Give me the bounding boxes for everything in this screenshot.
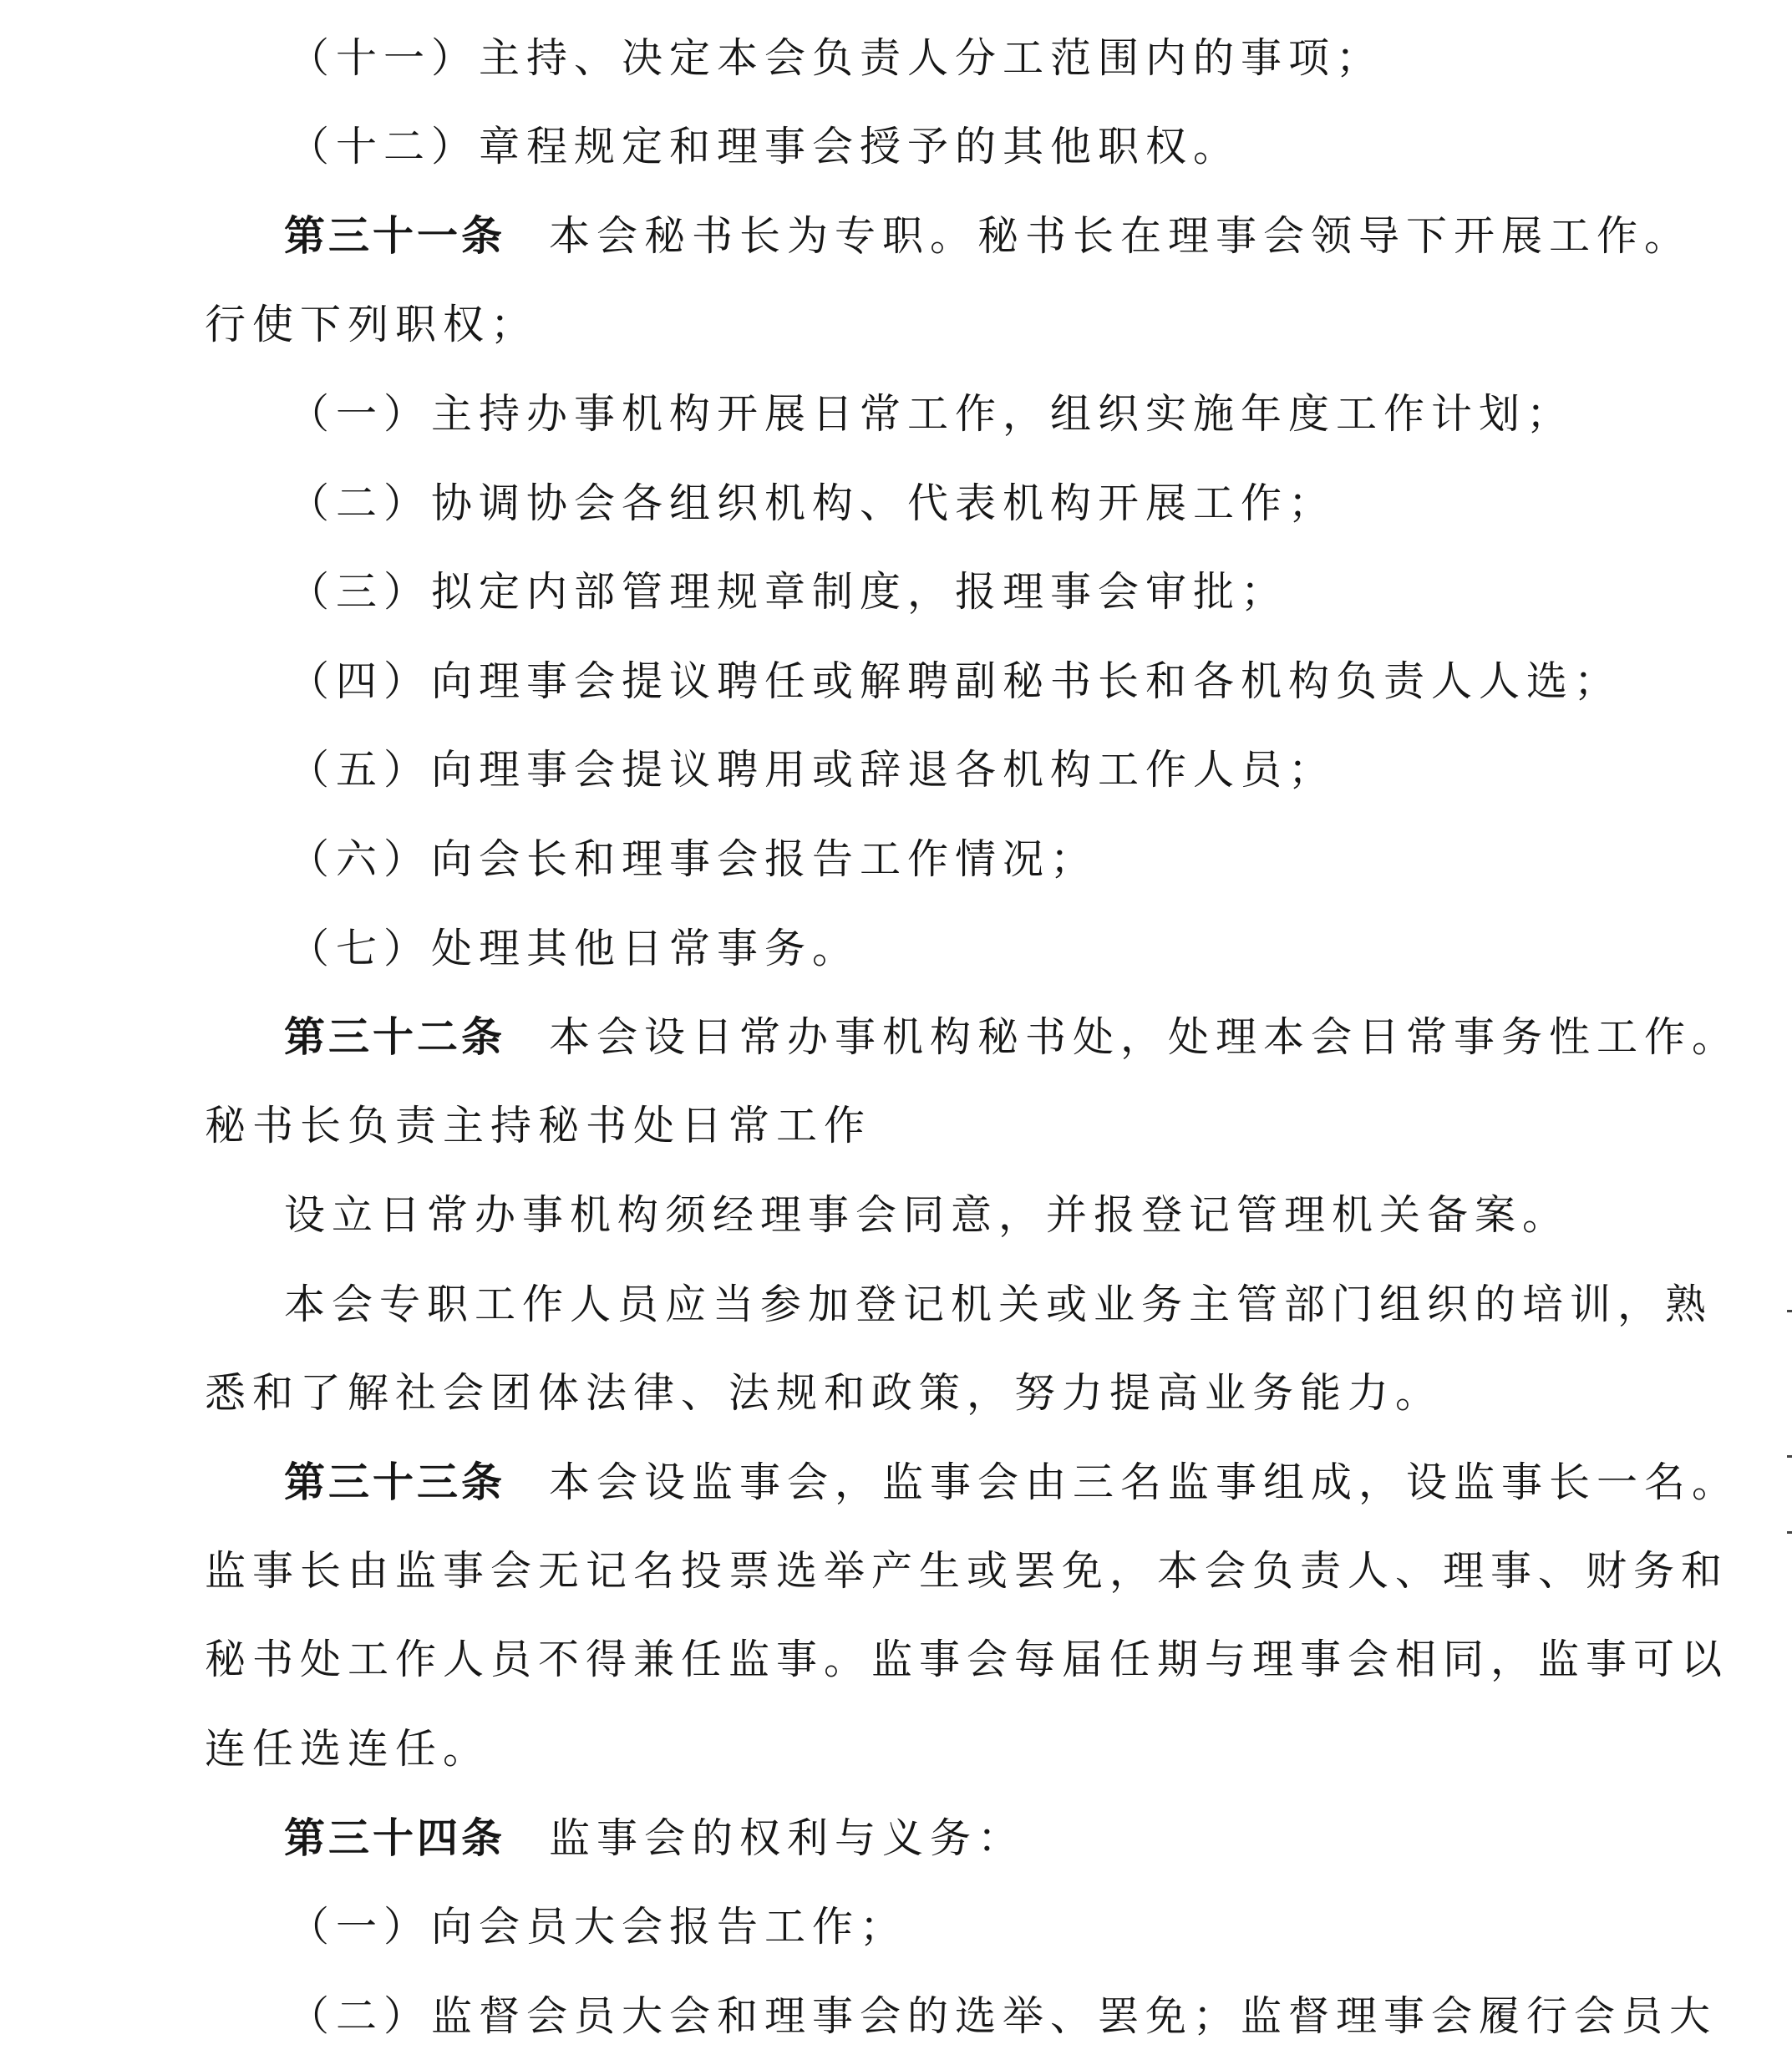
item-text: （二）协调协会各组织机构、代表机构开展工作； <box>288 479 1337 527</box>
item-2 <box>288 477 1336 530</box>
article-text: 本会设日常办事机构秘书处，处理本会日常事务性工作。 <box>549 1013 1740 1061</box>
paragraph-staff-training <box>284 1278 1713 1332</box>
article-text: 本会秘书长为专职。秘书长在理事会领导下开展工作。 <box>549 212 1693 260</box>
article-33-line-4 <box>205 1723 490 1776</box>
article-32-heading <box>284 1011 1739 1064</box>
paragraph-text: 本会专职工作人员应当参加登记机关或业务主管部门组织的培训，熟 <box>284 1281 1713 1328</box>
item-text: （一）主持办事机构开展日常工作，组织实施年度工作计划； <box>288 390 1575 438</box>
article-number: 第三十一条 <box>284 212 506 260</box>
item-5 <box>288 743 1336 797</box>
item-7 <box>288 922 860 976</box>
paragraph-establish-office <box>284 1189 1570 1242</box>
article-33-line-2 <box>205 1545 1729 1598</box>
paragraph-staff-training-cont <box>205 1367 1443 1420</box>
item-4 <box>288 655 1622 708</box>
article-number: 第三十四条 <box>284 1814 506 1862</box>
paragraph-text: 设立日常办事机构须经理事会同意，并报登记管理机关备案。 <box>284 1191 1571 1239</box>
item-text: （一）向会员大会报告工作； <box>288 1903 908 1951</box>
item-12 <box>288 120 1241 174</box>
article-32-continuation <box>205 1099 871 1153</box>
item-text: （二）监督会员大会和理事会的选举、罢免；监督理事会履行会员大 <box>288 1992 1718 2040</box>
article-34-heading <box>284 1812 1025 1865</box>
article-text: 监事会的权利与义务： <box>549 1814 1026 1862</box>
paragraph-text: 悉和了解社会团体法律、法规和政策，努力提高业务能力。 <box>205 1369 1444 1417</box>
paragraph-text: 秘书处工作人员不得兼任监事。监事会每届任期与理事会相同，监事可以 <box>205 1636 1729 1683</box>
paragraph-text: 秘书长负责主持秘书处日常工作 <box>205 1102 872 1149</box>
paragraph-text: 监事长由监事会无记名投票选举产生或罢免，本会负责人、理事、财务和 <box>205 1547 1729 1595</box>
article-number: 第三十二条 <box>284 1013 506 1061</box>
item-6 <box>288 833 1098 886</box>
article-number: 第三十三条 <box>284 1459 506 1506</box>
scan-edge-mark <box>1787 1455 1792 1458</box>
item-text: （十一）主持、决定本会负责人分工范围内的事项； <box>288 34 1384 82</box>
article-31-heading <box>284 210 1692 263</box>
paragraph-text: 行使下列职权； <box>205 301 539 348</box>
item-1 <box>288 388 1574 441</box>
item-3 <box>288 566 1288 619</box>
article-34-item-2 <box>288 1990 1717 2043</box>
article-34-item-1 <box>288 1900 907 1954</box>
article-text: 本会设监事会，监事会由三名监事组成，设监事长一名。 <box>549 1459 1740 1506</box>
scan-edge-mark <box>1787 1310 1792 1312</box>
item-text: （五）向理事会提议聘用或辞退各机构工作人员； <box>288 746 1337 794</box>
item-11 <box>288 32 1383 85</box>
article-31-continuation <box>205 298 538 352</box>
item-text: （七）处理其他日常事务。 <box>288 925 860 972</box>
scan-edge-mark <box>1787 1531 1792 1534</box>
article-33-line-3 <box>205 1633 1729 1687</box>
article-33-heading <box>284 1456 1739 1509</box>
item-text: （十二）章程规定和理事会授予的其他职权。 <box>288 123 1241 170</box>
item-text: （四）向理事会提议聘任或解聘副秘书长和各机构负责人人选； <box>288 657 1622 705</box>
item-text: （六）向会长和理事会报告工作情况； <box>288 835 1099 883</box>
paragraph-text: 连任选连任。 <box>205 1725 491 1773</box>
item-text: （三）拟定内部管理规章制度，报理事会审批； <box>288 568 1289 616</box>
